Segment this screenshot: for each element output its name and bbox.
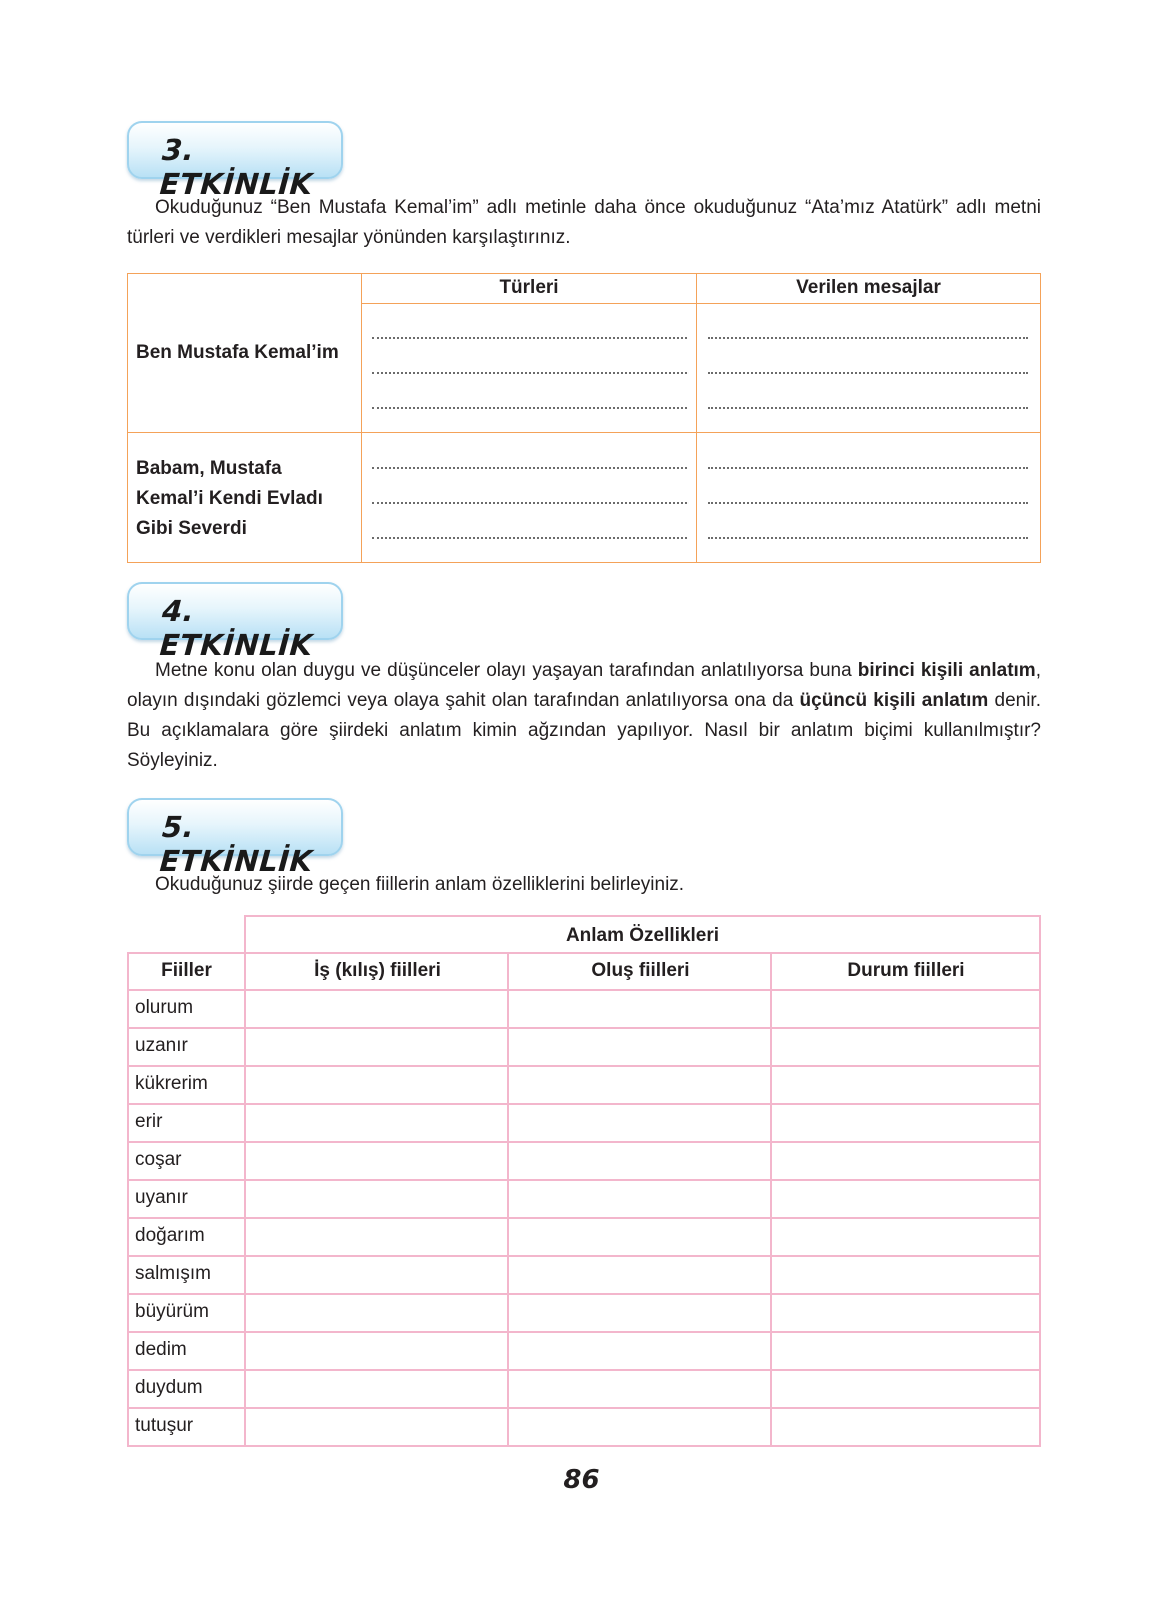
table-grid-line [127,1103,1041,1105]
activity-5-instruction [127,870,1041,900]
table-grid-line [244,915,246,1447]
row-label-line-3: Gibi Severdi [136,518,247,539]
answer-line[interactable] [708,537,1028,539]
row-label-line-1: Babam, Mustafa [136,458,282,479]
table-grid-line [127,1179,1041,1181]
verb-cell: tutuşur [135,1415,194,1436]
header-olus-fiilleri: Oluş fiilleri [591,960,690,981]
header-anlam-ozellikleri: Anlam Özellikleri [565,925,720,946]
header-verilen-mesajlar: Verilen mesajlar [796,277,941,298]
verb-cell: dedim [135,1339,187,1360]
activity-5-instruction-text: Okuduğunuz şiirde geçen fiillerin anlam özelliklerini belirleyiniz. [155,874,685,895]
verb-cell: doğarım [135,1225,205,1246]
activity-3-badge [127,121,343,201]
table-grid-line [127,1217,1041,1219]
answer-line[interactable] [708,467,1028,469]
table-grid-line [127,1255,1041,1257]
verb-cell: duydum [135,1377,203,1398]
table-grid-line [127,1293,1041,1295]
verb-cell: uyanır [135,1187,188,1208]
verb-cell: salmışım [135,1263,211,1284]
table-grid-line [127,1141,1041,1143]
row-label-ben-mustafa-kemalim: Ben Mustafa Kemal’im [136,342,339,363]
activity-4-badge [127,582,343,662]
activity-4-text-part: , olayın dışındaki gözlemci veya olaya şahit olan tarafından anlatılıyorsa ona da [127,660,1041,711]
table-grid-line [127,1445,1041,1447]
verb-cell: büyürüm [135,1301,209,1322]
activity-5-title: 5. ETKİNLİK [158,810,314,878]
table-grid-line [127,1065,1041,1067]
page-number: 86 [563,1465,600,1495]
verb-cell: erir [135,1111,163,1132]
header-is-fiilleri: İş (kılış) fiilleri [314,960,441,981]
activity-3-instruction-text: Okuduğunuz “Ben Mustafa Kemal’im” adlı metinle daha önce okuduğunuz “Ata’mız Atatürk” adlı metni türleri ve verdikleri mesajlar yönünden karşılaştırınız. [127,197,1041,248]
verb-cell: olurum [135,997,194,1018]
answer-line[interactable] [372,407,687,409]
row-label-line-2: Kemal’i Kendi Evladı [136,488,323,509]
table-grid-line [507,952,509,1447]
answer-line[interactable] [372,467,687,469]
table-grid-line [127,1331,1041,1333]
row-label-babam [136,454,323,544]
answer-line[interactable] [372,372,687,374]
answer-line[interactable] [372,337,687,339]
table-grid-line [127,989,1041,991]
table-grid-line [127,952,1041,954]
activity-4-text-part: Metne konu olan duygu ve düşünceler olayı yaşayan tarafından anlatılıyorsa buna [155,660,858,681]
answer-line[interactable] [708,372,1028,374]
activity-4-bold-term: üçüncü kişili anlatım [799,690,989,711]
answer-line[interactable] [708,407,1028,409]
activity-4-title: 4. ETKİNLİK [158,594,314,662]
activity-3-title: 3. ETKİNLİK [158,133,314,201]
table-grid-line [1039,915,1041,1447]
verb-cell: coşar [135,1149,182,1170]
activity-4-text-part: denir. Bu açıklamalara göre şiirdeki anlatım kimin ağzından yapılıyor. Nasıl bir anlatım biçimi kullanılmıştır? Söyleyiniz. [127,690,1041,771]
table-grid-line [127,1369,1041,1371]
header-fiiller: Fiiller [161,960,212,981]
table-grid-line [127,1027,1041,1029]
verb-cell: uzanır [135,1035,188,1056]
table-grid-line [127,1407,1041,1409]
activity-5-badge [127,798,343,878]
answer-line[interactable] [708,502,1028,504]
verb-cell: kükrerim [135,1073,208,1094]
header-turleri: Türleri [499,277,559,298]
answer-line[interactable] [708,337,1028,339]
answer-line[interactable] [372,537,687,539]
activity-4-bold-term: birinci kişili anlatım [857,660,1036,681]
table-grid-line [244,915,1041,917]
activity-4-text [127,656,1041,776]
answer-line[interactable] [372,502,687,504]
table-grid-line [770,952,772,1447]
header-durum-fiilleri: Durum fiilleri [847,960,965,981]
table-grid-line [127,952,129,1447]
activity-3-instruction [127,193,1041,253]
